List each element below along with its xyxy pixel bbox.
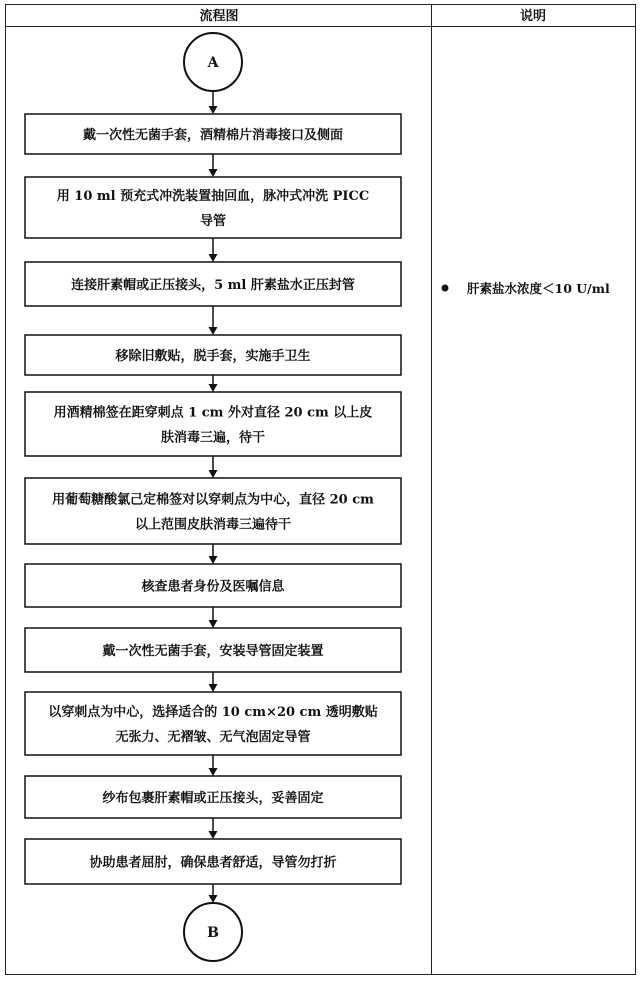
end-connector <box>184 903 242 961</box>
flow-step-text: 纱布包裹肝素帽或正压接头，妥善固定 <box>102 791 324 806</box>
flow-step-box <box>25 692 401 755</box>
note-column-header: 说明 <box>519 9 547 24</box>
flow-step-1 <box>25 114 401 154</box>
arrow-head-icon-1 <box>209 169 218 177</box>
note-bullet-icon <box>442 285 449 292</box>
flow-step-text: 移除旧敷贴，脱手套，实施手卫生 <box>115 349 311 364</box>
arrow-head-icon-11 <box>209 895 218 903</box>
arrow-head-icon-5 <box>209 470 218 478</box>
flow-step-3 <box>25 262 401 306</box>
flow-step-text: 核查患者身份及医嘱信息 <box>141 579 285 595</box>
flow-step-text: 导管 <box>199 214 227 229</box>
arrow-head-icon-7 <box>209 620 218 628</box>
flow-step-6 <box>25 478 401 544</box>
flow-step-box <box>25 478 401 544</box>
arrow-head-icon-3 <box>209 327 218 335</box>
flow-step-9 <box>25 692 401 755</box>
flow-step-11 <box>25 839 401 884</box>
start-connector <box>184 33 242 91</box>
note-item <box>442 281 610 296</box>
arrow-head-icon-9 <box>209 768 218 776</box>
flow-step-2 <box>25 177 401 238</box>
flow-step-text: 以穿刺点为中心，选择适合的 10 cm×20 cm 透明敷贴 <box>48 705 378 720</box>
flow-step-5 <box>25 392 401 456</box>
flow-step-text: 无张力、无褶皱、无气泡固定导管 <box>115 730 311 745</box>
flow-step-text: 以上范围皮肤消毒三遍待干 <box>134 517 292 533</box>
flow-step-text: 用酒精棉签在距穿刺点 1 cm 外对直径 20 cm 以上皮 <box>53 405 373 421</box>
flow-step-7 <box>25 564 401 607</box>
end-connector-label: B <box>207 925 219 941</box>
flow-step-8 <box>25 628 401 672</box>
flow-step-text: 用 10 ml 预充式冲洗装置抽回血，脉冲式冲洗 PICC <box>56 189 370 204</box>
arrow-head-icon-8 <box>209 684 218 692</box>
flow-step-text: 戴一次性无菌手套，安装导管固定装置 <box>102 644 324 659</box>
arrow-head-icon-2 <box>209 254 218 262</box>
flow-step-10 <box>25 776 401 818</box>
flow-step-text: 用葡萄糖酸氯己定棉签对以穿刺点为中心，直径 20 cm <box>52 492 374 508</box>
flow-step-box <box>25 392 401 456</box>
flow-step-text: 戴一次性无菌手套，酒精棉片消毒接口及侧面 <box>82 128 344 143</box>
arrow-head-icon-4 <box>209 384 218 392</box>
flow-step-text: 协助患者屈肘，确保患者舒适，导管勿打折 <box>89 855 337 871</box>
arrow-head-icon-10 <box>209 831 218 839</box>
arrow-head-icon-6 <box>209 556 218 564</box>
flow-step-text: 肤消毒三遍，待干 <box>160 430 266 446</box>
arrow-head-icon-0 <box>209 106 218 114</box>
flow-step-4 <box>25 335 401 375</box>
flow-step-text: 连接肝素帽或正压接头，5 ml 肝素盐水正压封管 <box>71 278 355 293</box>
flow-column-header: 流程图 <box>199 9 239 24</box>
start-connector-label: A <box>207 55 219 71</box>
note-text: 肝素盐水浓度＜10 U/ml <box>467 281 610 296</box>
